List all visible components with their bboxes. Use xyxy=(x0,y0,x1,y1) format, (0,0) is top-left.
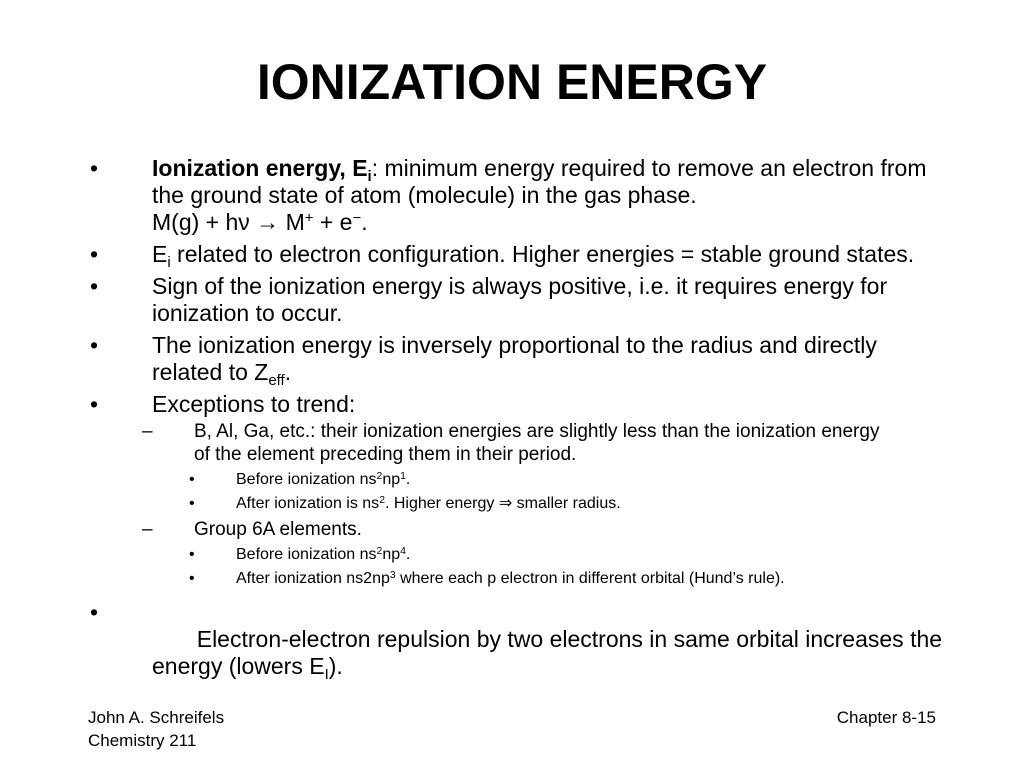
equation-end: . xyxy=(361,209,368,235)
bullet-icon: • xyxy=(90,273,99,299)
term-label: Ionization energy, E xyxy=(152,155,368,181)
bullet-text: E xyxy=(152,241,168,267)
bullet-list xyxy=(0,155,1024,712)
text: smaller radius. xyxy=(512,495,621,512)
bullet-radius-relation xyxy=(90,332,952,390)
bullet-icon: • xyxy=(189,495,195,512)
superscript: 2 xyxy=(376,470,383,482)
subitem-text: Group 6A elements. xyxy=(194,519,362,540)
text: Before ionization ns xyxy=(236,471,377,488)
subsubitem-after-ionization xyxy=(189,569,936,589)
equation-product: M xyxy=(285,209,305,235)
dash-icon: – xyxy=(142,519,153,540)
superscript: 2 xyxy=(379,494,385,506)
subitem-group-3a xyxy=(142,420,894,466)
bullet-icon: • xyxy=(90,332,99,358)
subsubitem-after-ionization xyxy=(189,494,936,514)
equation xyxy=(152,209,368,235)
bullet-electron-configuration xyxy=(90,241,952,272)
bullet-text: The ionization energy is inversely proportional to the radius and directly related to Z xyxy=(152,332,877,385)
bullet-icon: • xyxy=(189,570,195,587)
footer-author: John A. Schreifels xyxy=(88,708,225,727)
footer-left xyxy=(88,706,224,752)
subscript: eff xyxy=(268,372,285,390)
superscript: 3 xyxy=(389,569,396,581)
equation-electron: + e xyxy=(313,209,353,235)
nu-symbol: ν xyxy=(238,209,250,235)
bullet-text: Electron-electron repulsion by two electrons in same orbital increases the energy (lowers E xyxy=(152,626,949,679)
implies-arrow-icon: ⇒ xyxy=(498,495,513,512)
bullet-electron-repulsion xyxy=(90,599,952,707)
text: np xyxy=(382,546,401,563)
text: . xyxy=(405,471,411,488)
text: After ionization ns2np xyxy=(236,570,390,587)
subsubitem-before-ionization xyxy=(189,545,936,565)
subitem-text: B, Al, Ga, etc.: their ionization energies are slightly less than the ionization energy of the element preceding them in their period. xyxy=(194,421,880,465)
bullet-icon: • xyxy=(90,391,99,417)
bullet-text: ). xyxy=(328,653,343,679)
text: After ionization is ns xyxy=(236,495,380,512)
term-subscript: i xyxy=(367,168,372,186)
bullet-text: . xyxy=(284,359,292,385)
bullet-icon: • xyxy=(90,599,99,625)
bullet-ionization-energy-definition xyxy=(90,155,952,236)
equation-lhs: M(g) + h xyxy=(152,209,239,235)
subscript: i xyxy=(167,254,171,272)
definition-text: : minimum energy required to remove an electron from the ground state of atom (molecule) in the gas phase. xyxy=(152,155,927,208)
bullet-text: Exceptions to trend: xyxy=(152,391,356,417)
superscript: 1 xyxy=(400,470,406,482)
bullet-icon: • xyxy=(90,155,99,181)
subsubitem-before-ionization xyxy=(189,470,936,490)
footer-chapter: Chapter 8-15 xyxy=(836,708,936,727)
arrow-icon: → xyxy=(256,209,280,235)
electron-charge-superscript: − xyxy=(352,209,362,227)
bullet-exceptions xyxy=(90,391,952,418)
bullet-icon: • xyxy=(189,471,195,488)
superscript: 2 xyxy=(376,545,383,557)
footer-course: Chemistry 211 xyxy=(88,731,197,750)
bullet-sign-positive xyxy=(90,273,952,327)
subitem-group-6a xyxy=(142,518,894,541)
slide-title: IONIZATION ENERGY xyxy=(256,54,768,110)
text: Before ionization ns xyxy=(236,546,377,563)
dash-icon: – xyxy=(142,421,153,442)
subscript: I xyxy=(324,666,329,684)
bullet-text: related to electron configuration. Higher energies = stable ground states. xyxy=(170,241,915,267)
text: . Higher energy xyxy=(384,495,499,512)
superscript: 4 xyxy=(400,545,406,557)
charge-superscript: + xyxy=(304,209,314,227)
text: np xyxy=(382,471,401,488)
bullet-icon: • xyxy=(90,241,99,267)
text: . xyxy=(405,546,411,563)
bullet-icon: • xyxy=(189,546,195,563)
text: where each p electron in different orbital (Hund’s rule). xyxy=(395,570,785,587)
bullet-text: Sign of the ionization energy is always positive, i.e. it requires energy for ionization to occur. xyxy=(152,273,888,326)
